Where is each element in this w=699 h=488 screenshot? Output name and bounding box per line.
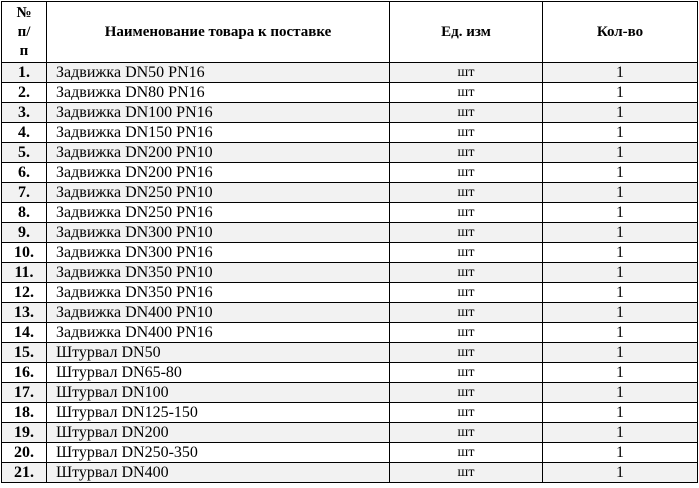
quantity: 1 (543, 283, 698, 303)
unit-of-measure: шт (390, 263, 543, 283)
table-row (2, 203, 698, 223)
item-name: Задвижка DN300 PN10 (47, 223, 390, 243)
item-name: Штурвал DN125-150 (47, 403, 390, 423)
header-item-name: Наименование товара к поставке (47, 2, 390, 63)
table-row (2, 443, 698, 463)
unit-of-measure: шт (390, 163, 543, 183)
row-number: 5. (2, 143, 47, 163)
item-name: Штурвал DN50 (47, 343, 390, 363)
item-name: Задвижка DN350 PN16 (47, 283, 390, 303)
item-name: Задвижка DN350 PN10 (47, 263, 390, 283)
item-name: Задвижка DN250 PN10 (47, 183, 390, 203)
supply-table (1, 1, 698, 483)
table-row (2, 363, 698, 383)
table-row (2, 223, 698, 243)
unit-of-measure: шт (390, 403, 543, 423)
row-number: 1. (2, 63, 47, 83)
item-name: Штурвал DN65-80 (47, 363, 390, 383)
quantity: 1 (543, 263, 698, 283)
quantity: 1 (543, 243, 698, 263)
table-row (2, 243, 698, 263)
unit-of-measure: шт (390, 203, 543, 223)
unit-of-measure: шт (390, 243, 543, 263)
table-header (2, 2, 698, 63)
quantity: 1 (543, 203, 698, 223)
unit-of-measure: шт (390, 283, 543, 303)
unit-of-measure: шт (390, 223, 543, 243)
header-unit: Ед. изм (390, 2, 543, 63)
row-number: 7. (2, 183, 47, 203)
quantity: 1 (543, 463, 698, 483)
item-name: Задвижка DN300 PN16 (47, 243, 390, 263)
item-name: Задвижка DN400 PN10 (47, 303, 390, 323)
row-number: 15. (2, 343, 47, 363)
row-number: 10. (2, 243, 47, 263)
unit-of-measure: шт (390, 143, 543, 163)
quantity: 1 (543, 103, 698, 123)
table-row (2, 263, 698, 283)
item-name: Штурвал DN100 (47, 383, 390, 403)
item-name: Задвижка DN150 PN16 (47, 123, 390, 143)
item-name: Задвижка DN100 PN16 (47, 103, 390, 123)
quantity: 1 (543, 143, 698, 163)
item-name: Штурвал DN200 (47, 423, 390, 443)
quantity: 1 (543, 183, 698, 203)
row-number: 17. (2, 383, 47, 403)
row-number: 8. (2, 203, 47, 223)
quantity: 1 (543, 303, 698, 323)
unit-of-measure: шт (390, 63, 543, 83)
quantity: 1 (543, 343, 698, 363)
row-number: 6. (2, 163, 47, 183)
item-name: Задвижка DN400 PN16 (47, 323, 390, 343)
table-row (2, 303, 698, 323)
row-number: 20. (2, 443, 47, 463)
item-name: Задвижка DN80 PN16 (47, 83, 390, 103)
item-name: Задвижка DN200 PN16 (47, 163, 390, 183)
table-body (2, 63, 698, 483)
item-name: Задвижка DN250 PN16 (47, 203, 390, 223)
table-row (2, 343, 698, 363)
item-name: Штурвал DN400 (47, 463, 390, 483)
header-number (2, 2, 47, 63)
table-row (2, 163, 698, 183)
row-number: 21. (2, 463, 47, 483)
unit-of-measure: шт (390, 323, 543, 343)
row-number: 11. (2, 263, 47, 283)
unit-of-measure: шт (390, 83, 543, 103)
header-number-text: № п/ п (16, 4, 32, 59)
item-name: Задвижка DN200 PN10 (47, 143, 390, 163)
item-name: Штурвал DN250-350 (47, 443, 390, 463)
quantity: 1 (543, 363, 698, 383)
table-row (2, 123, 698, 143)
row-number: 14. (2, 323, 47, 343)
table-row (2, 143, 698, 163)
row-number: 9. (2, 223, 47, 243)
quantity: 1 (543, 443, 698, 463)
quantity: 1 (543, 163, 698, 183)
table-row (2, 183, 698, 203)
table-row (2, 383, 698, 403)
row-number: 16. (2, 363, 47, 383)
unit-of-measure: шт (390, 463, 543, 483)
row-number: 4. (2, 123, 47, 143)
row-number: 18. (2, 403, 47, 423)
header-quantity: Кол-во (543, 2, 698, 63)
row-number: 19. (2, 423, 47, 443)
table-row (2, 103, 698, 123)
row-number: 3. (2, 103, 47, 123)
table-row (2, 403, 698, 423)
unit-of-measure: шт (390, 363, 543, 383)
header-row (2, 2, 698, 63)
quantity: 1 (543, 403, 698, 423)
quantity: 1 (543, 323, 698, 343)
row-number: 13. (2, 303, 47, 323)
unit-of-measure: шт (390, 303, 543, 323)
unit-of-measure: шт (390, 443, 543, 463)
item-name: Задвижка DN50 PN16 (47, 63, 390, 83)
table-row (2, 323, 698, 343)
quantity: 1 (543, 383, 698, 403)
quantity: 1 (543, 423, 698, 443)
unit-of-measure: шт (390, 103, 543, 123)
unit-of-measure: шт (390, 423, 543, 443)
row-number: 2. (2, 83, 47, 103)
table-row (2, 463, 698, 483)
unit-of-measure: шт (390, 343, 543, 363)
table-row (2, 423, 698, 443)
table-row (2, 83, 698, 103)
unit-of-measure: шт (390, 183, 543, 203)
quantity: 1 (543, 83, 698, 103)
row-number: 12. (2, 283, 47, 303)
quantity: 1 (543, 123, 698, 143)
unit-of-measure: шт (390, 123, 543, 143)
table-row (2, 283, 698, 303)
unit-of-measure: шт (390, 383, 543, 403)
quantity: 1 (543, 223, 698, 243)
table-row (2, 63, 698, 83)
quantity: 1 (543, 63, 698, 83)
